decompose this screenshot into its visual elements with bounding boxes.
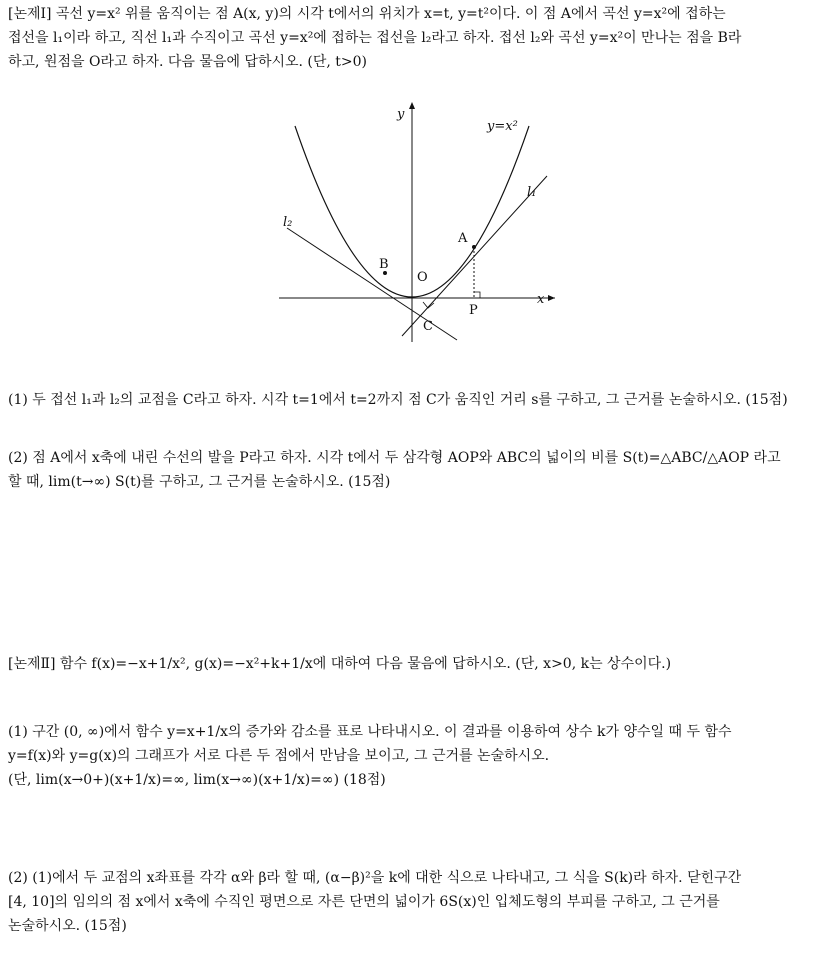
problem2-header: [8, 652, 828, 676]
problem2-q1-line: (단, lim(x→0+)(x+1/x)=∞, lim(x→∞)(x+1/x)=∞) (18점): [8, 772, 386, 788]
point-c-label: C: [423, 319, 433, 334]
x-axis-arrow: [548, 295, 555, 301]
problem2-question1: [8, 720, 828, 792]
curve-label: y=x²: [487, 119, 518, 134]
l1-label: l₁: [527, 185, 537, 200]
y-axis-arrow: [409, 102, 415, 109]
problem2-q2-line: 논술하시오. (15점): [8, 918, 127, 934]
right-angle-mark-p: [474, 292, 480, 298]
x-axis-label: x: [537, 292, 545, 307]
problem2-q2-line: [4, 10]의 임의의 점 x에서 x축에 수직인 평면으로 자른 단면의 넓이가 6S(x)인 입체도형의 부피를 구하고, 그 근거를: [8, 894, 720, 910]
problem2-question2: [8, 866, 828, 938]
point-b-label: B: [379, 257, 389, 272]
problem1-intro-line: 접선을 l₁이라 하고, 직선 l₁과 수직이고 곡선 y=x²에 접하는 접선을 l₂라고 하자. 접선 l₂와 곡선 y=x²이 만나는 점을 B라: [8, 30, 742, 46]
problem1-q1-line: (1) 두 접선 l₁과 l₂의 교점을 C라고 하자. 시각 t=1에서 t=2까지 점 C가 움직인 거리 s를 구하고, 그 근거를 논술하시오. (15점): [8, 392, 788, 408]
tangent-lines-figure: [265, 96, 565, 352]
point-a-label: A: [458, 231, 468, 246]
problem1-intro-line: 하고, 원점을 O라고 하자. 다음 물음에 답하시오. (단, t>0): [8, 54, 368, 70]
point-p-label: P: [469, 303, 478, 318]
problem1-q2-line: 할 때, lim(t→∞) S(t)를 구하고, 그 근거를 논술하시오. (15점): [8, 474, 391, 490]
problem2-q1-line: y=f(x)와 y=g(x)의 그래프가 서로 다른 두 점에서 만남을 보이고, 그 근거를 논술하시오.: [8, 748, 550, 764]
point-o-label: O: [417, 270, 428, 285]
y-axis-label: y: [397, 107, 405, 122]
problem2-q1-line: (1) 구간 (0, ∞)에서 함수 y=x+1/x의 증가와 감소를 표로 나타내시오. 이 결과를 이용하여 상수 k가 양수일 때 두 함수: [8, 724, 732, 740]
problem1-intro-line: [논제Ⅰ] 곡선 y=x² 위를 움직이는 점 A(x, y)의 시각 t에서의 위치가 x=t, y=t²이다. 이 점 A에서 곡선 y=x²에 접하는: [8, 6, 726, 22]
l2-label: l₂: [283, 215, 293, 230]
figure-svg: [265, 96, 565, 352]
problem1-question1: [8, 388, 828, 412]
problem2-header-line: [논제Ⅱ] 함수 f(x)=−x+1/x², g(x)=−x²+k+1/x에 대하여 다음 물음에 답하시오. (단, x>0, k는 상수이다.): [8, 656, 672, 672]
problem2-q2-line: (2) (1)에서 두 교점의 x좌표를 각각 α와 β라 할 때, (α−β)²을 k에 대한 식으로 나타내고, 그 식을 S(k)라 하자. 닫힌구간: [8, 870, 742, 886]
point-a-dot: [472, 245, 476, 249]
problem1-intro: [8, 2, 828, 74]
problem1-q2-line: (2) 점 A에서 x축에 내린 수선의 발을 P라고 하자. 시각 t에서 두 삼각형 AOP와 ABC의 넓이의 비를 S(t)=△ABC/△AOP 라고: [8, 450, 781, 466]
problem1-question2: [8, 446, 828, 494]
